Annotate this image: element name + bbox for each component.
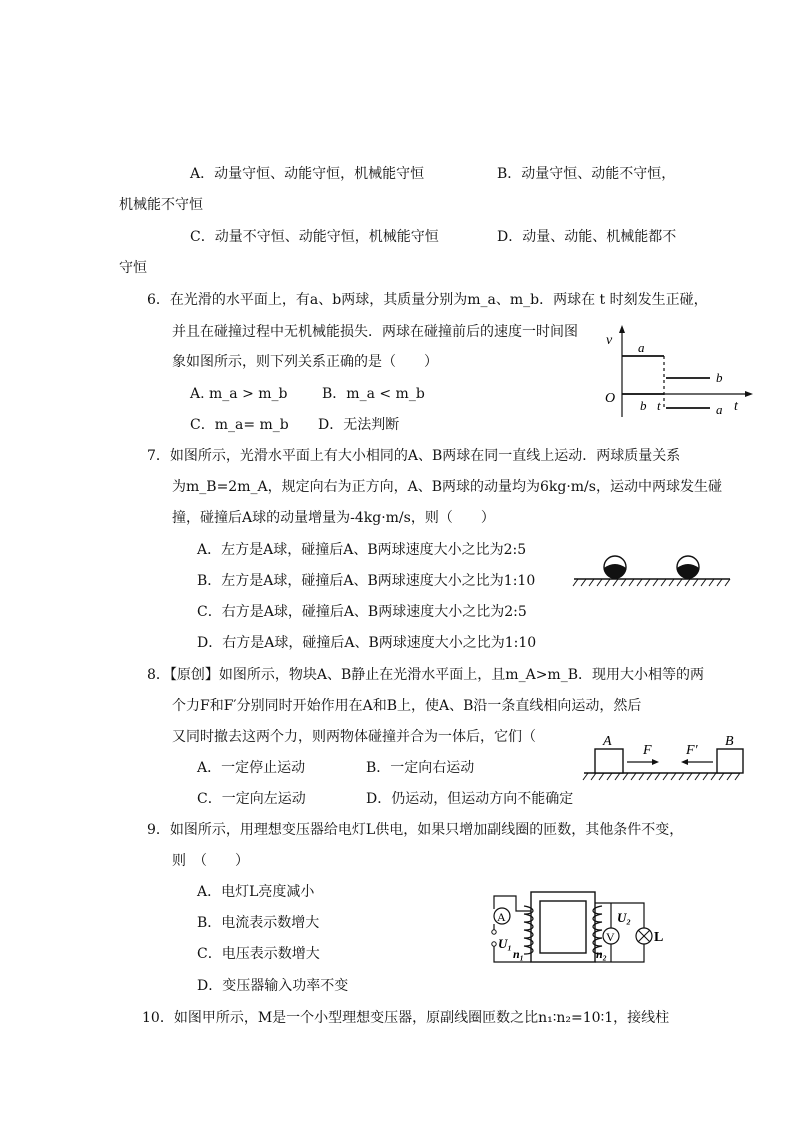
- q8-option-b: B．一定向右运动: [366, 760, 475, 776]
- q6-graph-t-axis-label: t: [734, 399, 738, 414]
- q9-lamp-label: L: [654, 930, 664, 945]
- q5-option-b: B．动量守恒、动能不守恒，: [497, 166, 676, 182]
- q7-stem-line3: 撞，碰撞后A球的动量增量为-4kg·m/s，则（ ）: [172, 510, 495, 526]
- q5-option-d-cont: 守恒: [119, 260, 147, 276]
- q7-option-b: B．左方是A球，碰撞后A、B两球速度大小之比为1:10: [197, 573, 536, 589]
- q7-option-d: D．右方是A球，碰撞后A、B两球速度大小之比为1:10: [197, 635, 537, 651]
- q6-option-b: B．m_a < m_b: [322, 386, 425, 402]
- q9-option-d: D．变压器输入功率不变: [197, 978, 349, 994]
- q8-label-f-prime: F′: [686, 743, 698, 758]
- q5-option-d: D．动量、动能、机械能都不: [497, 229, 677, 245]
- q9-transformer-circuit: [484, 888, 664, 970]
- q6-option-d: D．无法判断: [318, 417, 400, 433]
- q6-graph-o-label: O: [605, 391, 616, 406]
- q6-graph-b-label-after: b: [716, 370, 723, 385]
- q5-option-b-cont: 机械能不守恒: [119, 197, 203, 213]
- q9-n2-label: n₂: [596, 947, 607, 961]
- q8-blocks-figure: [582, 732, 742, 784]
- q9-stem-line2: 则 （ ）: [172, 853, 249, 869]
- q6-graph-a-label-before: a: [638, 340, 645, 355]
- q8-option-c: C．一定向左运动: [197, 791, 306, 807]
- q6-stem-line2: 并且在碰撞过程中无机械能损失．两球在碰撞前后的速度一时间图: [172, 324, 578, 340]
- q9-voltmeter-label: V: [606, 930, 615, 944]
- q7-balls-figure: [572, 548, 732, 590]
- q6-graph-a-label-after: a: [716, 402, 723, 417]
- q6-graph-b-label-before: b: [640, 398, 647, 413]
- q6-option-a: A. m_a > m_b: [190, 386, 288, 402]
- q8-option-a: A．一定停止运动: [197, 760, 306, 776]
- q9-u2-label: U₂: [617, 910, 631, 925]
- q8-option-d: D．仍运动，但运动方向不能确定: [366, 791, 574, 807]
- q9-u1-label: U₁: [498, 936, 512, 951]
- q6-option-c: C．m_a= m_b: [190, 417, 289, 433]
- q7-stem-line2: 为m_B=2m_A，规定向右为正方向，A、B两球的动量均为6kg·m/s，运动中两球发生碰: [172, 479, 722, 495]
- q9-stem-line1: 9．如图所示，用理想变压器给电灯L供电，如果只增加副线圈的匝数，其他条件不变，: [147, 822, 684, 838]
- q7-stem-line1: 7．如图所示，光滑水平面上有大小相同的A、B两球在同一直线上运动．两球质量关系: [147, 448, 681, 464]
- q8-block-a: [595, 749, 623, 773]
- q8-stem-line3: 又同时撤去这两个力，则两物体碰撞并合为一体后，它们（: [172, 729, 536, 745]
- q9-ammeter-label: A: [497, 910, 506, 924]
- q9-n1-label: n₁: [513, 947, 524, 961]
- q8-stem-line1: 8．【原创】如图所示，物块A、B静止在光滑水平面上，且m_A>m_B．现用大小相等的两: [147, 667, 704, 683]
- q10-stem-line1: 10．如图甲所示，M是一个小型理想变压器，原副线圈匝数之比n₁∶n₂=10∶1，接线柱: [142, 1010, 670, 1026]
- q9-option-a: A．电灯L亮度减小: [197, 884, 315, 900]
- q6-stem-line3: 象如图所示，则下列关系正确的是（ ）: [172, 354, 438, 370]
- q8-stem-line2: 个力F和F′分别同时开始作用在A和B上，使A、B沿一条直线相向运动，然后: [172, 698, 642, 714]
- q6-graph-t-label: t: [657, 398, 661, 413]
- q7-option-a: A．左方是A球，碰撞后A、B两球速度大小之比为2:5: [197, 542, 527, 558]
- q8-label-b: B: [725, 734, 734, 749]
- q9-option-b: B．电流表示数增大: [197, 915, 320, 931]
- q9-option-c: C．电压表示数增大: [197, 946, 320, 962]
- q5-option-c: C．动量不守恒、动能守恒，机械能守恒: [190, 229, 439, 245]
- q7-option-c: C．右方是A球，碰撞后A、B两球速度大小之比为2:5: [197, 604, 527, 620]
- q6-vt-graph: [600, 322, 760, 422]
- q8-label-a: A: [603, 734, 612, 749]
- q8-block-b: [717, 749, 743, 773]
- q8-label-f: F: [643, 743, 652, 758]
- q6-graph-v-label: v: [606, 333, 613, 348]
- q5-option-a: A．动量守恒、动能守恒，机械能守恒: [190, 166, 425, 182]
- q6-stem-line1: 6．在光滑的水平面上，有a、b两球，其质量分别为m_a、m_b．两球在 t 时刻发生正碰，: [147, 292, 708, 308]
